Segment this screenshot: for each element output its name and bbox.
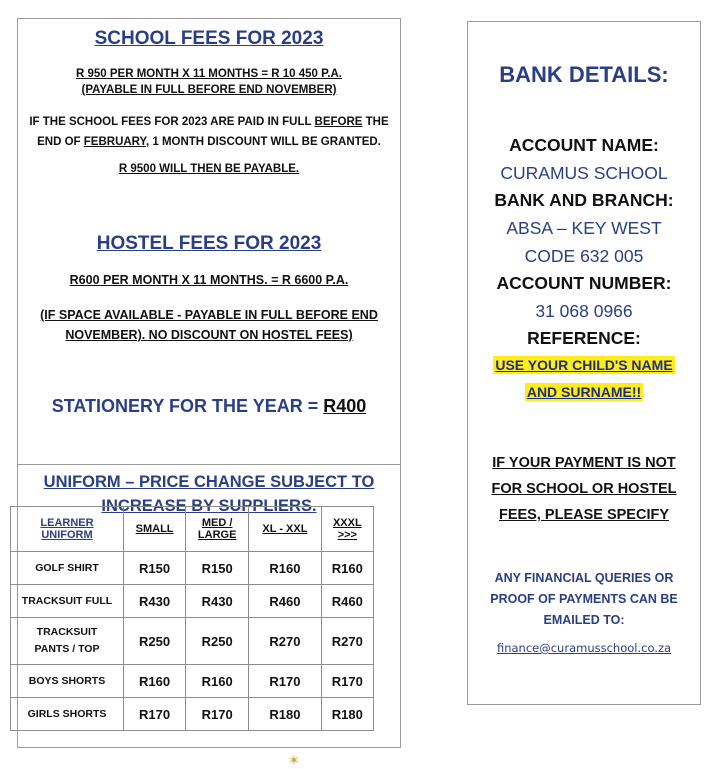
hostel-note-line1: (IF SPACE AVAILABLE - PAYABLE IN FULL BEFORE END bbox=[40, 308, 378, 322]
school-fees-discounted-amount: R 9500 WILL THEN BE PAYABLE. bbox=[118, 163, 300, 175]
item-name-line1: GIRLS SHORTS bbox=[27, 707, 107, 720]
uniform-price-table bbox=[10, 506, 374, 731]
queries-line3: EMAILED TO: bbox=[543, 613, 625, 627]
header-xxxl-line2: >>> bbox=[337, 529, 357, 541]
header-xxxl-line1: XXXL bbox=[332, 517, 362, 529]
stationery-label: STATIONERY FOR THE YEAR = bbox=[51, 396, 324, 416]
item-name-line2: PANTS / TOP bbox=[34, 643, 100, 655]
bank-details-title: BANK DETAILS: bbox=[499, 62, 669, 87]
discount-note-part3: , 1 MONTH DISCOUNT WILL BE GRANTED. bbox=[145, 136, 381, 148]
queries-line1: ANY FINANCIAL QUERIES OR bbox=[494, 571, 674, 585]
price-small: R170 bbox=[124, 698, 186, 731]
price-xxxl: R460 bbox=[321, 585, 373, 618]
stationery-amount: R400 bbox=[323, 396, 367, 416]
reference-line1: USE YOUR CHILD'S NAME bbox=[495, 357, 673, 373]
item-name-line1: GOLF SHIRT bbox=[35, 561, 99, 574]
item-name-line1: BOYS SHORTS bbox=[28, 674, 106, 687]
discount-note-february: FEBRUARY bbox=[83, 136, 146, 148]
price-xxxl: R160 bbox=[321, 552, 373, 585]
finance-email-link[interactable]: finance@curamusschool.co.za bbox=[496, 641, 672, 655]
header-xl-label: XL - XXL bbox=[262, 523, 308, 535]
table-row bbox=[11, 698, 374, 731]
payment-specify-note bbox=[468, 450, 700, 528]
branch-code-value: CODE 632 005 bbox=[524, 246, 644, 266]
queries-line2: PROOF OF PAYMENTS CAN BE bbox=[490, 592, 678, 606]
item-name bbox=[11, 665, 124, 698]
school-logo-icon: ✶ bbox=[288, 752, 300, 768]
header-small-label: SMALL bbox=[135, 523, 174, 535]
header-med-line2: LARGE bbox=[197, 529, 237, 541]
hostel-fees-title: HOSTEL FEES FOR 2023 bbox=[96, 233, 322, 254]
header-med-large bbox=[186, 507, 249, 552]
discount-note-before: BEFORE bbox=[314, 116, 363, 128]
reference-instruction bbox=[468, 352, 700, 406]
item-name-line1: TRACKSUIT bbox=[36, 626, 98, 638]
price-small: R150 bbox=[124, 552, 186, 585]
bank-details-block bbox=[468, 132, 700, 406]
account-name-value: CURAMUS SCHOOL bbox=[500, 163, 668, 183]
school-fees-monthly: R 950 PER MONTH X 11 MONTHS = R 10 450 P.A. bbox=[76, 68, 342, 80]
price-xl: R160 bbox=[249, 552, 322, 585]
price-small: R160 bbox=[124, 665, 186, 698]
header-med-line1: MED / bbox=[201, 517, 233, 529]
price-med: R170 bbox=[186, 698, 249, 731]
header-learner-line1: LEARNER bbox=[40, 517, 94, 529]
specify-line2: FOR SCHOOL OR HOSTEL bbox=[491, 481, 677, 497]
header-xxxl bbox=[321, 507, 373, 552]
school-fees-summary bbox=[18, 66, 400, 98]
price-med: R250 bbox=[186, 618, 249, 665]
table-header-row bbox=[11, 507, 374, 552]
fees-section bbox=[18, 19, 400, 465]
item-name bbox=[11, 585, 124, 618]
bank-details-panel bbox=[467, 21, 701, 705]
price-small: R430 bbox=[124, 585, 186, 618]
price-xxxl: R180 bbox=[321, 698, 373, 731]
account-name-label: ACCOUNT NAME: bbox=[509, 135, 659, 155]
account-number-label: ACCOUNT NUMBER: bbox=[496, 273, 672, 293]
reference-line2: AND SURNAME!! bbox=[526, 384, 642, 400]
header-learner-uniform bbox=[11, 507, 124, 552]
hostel-fees-note bbox=[18, 305, 400, 345]
price-xxxl: R170 bbox=[321, 665, 373, 698]
hostel-note-line2: NOVEMBER). NO DISCOUNT ON HOSTEL FEES) bbox=[65, 328, 353, 342]
table-row bbox=[11, 618, 374, 665]
price-xl: R270 bbox=[249, 618, 322, 665]
price-med: R160 bbox=[186, 665, 249, 698]
price-xxxl: R270 bbox=[321, 618, 373, 665]
item-name bbox=[11, 698, 124, 731]
uniform-title-line1: UNIFORM – PRICE CHANGE SUBJECT TO bbox=[43, 473, 375, 491]
item-name-line1: TRACKSUIT FULL bbox=[21, 594, 113, 607]
uniform-title-line2: INCREASE BY SUPPLIERS. bbox=[101, 497, 317, 515]
bank-branch-value: ABSA – KEY WEST bbox=[506, 218, 662, 238]
discount-note-part2: THE END OF bbox=[37, 116, 389, 148]
stationery-cost bbox=[18, 396, 400, 417]
header-small bbox=[124, 507, 186, 552]
table-row bbox=[11, 552, 374, 585]
reference-label: REFERENCE: bbox=[527, 328, 641, 348]
financial-queries-note bbox=[478, 568, 690, 631]
table-row bbox=[11, 665, 374, 698]
discount-note-part1: IF THE SCHOOL FEES FOR 2023 ARE PAID IN FULL bbox=[29, 116, 315, 128]
hostel-fees-monthly: R600 PER MONTH X 11 MONTHS. = R 6600 P.A. bbox=[69, 273, 349, 287]
school-fees-title: SCHOOL FEES FOR 2023 bbox=[94, 28, 324, 49]
price-xl: R180 bbox=[249, 698, 322, 731]
school-fees-discount-note bbox=[24, 112, 394, 152]
item-name bbox=[11, 618, 124, 665]
account-number-value: 31 068 0966 bbox=[535, 301, 633, 321]
item-name bbox=[11, 552, 124, 585]
price-med: R150 bbox=[186, 552, 249, 585]
bank-branch-label: BANK AND BRANCH: bbox=[494, 190, 674, 210]
price-med: R430 bbox=[186, 585, 249, 618]
header-learner-line2: UNIFORM bbox=[41, 529, 93, 541]
table-row bbox=[11, 585, 374, 618]
header-xl-xxl bbox=[249, 507, 322, 552]
specify-line1: IF YOUR PAYMENT IS NOT bbox=[492, 455, 676, 471]
price-xl: R170 bbox=[249, 665, 322, 698]
price-xl: R460 bbox=[249, 585, 322, 618]
specify-line3: FEES, PLEASE SPECIFY bbox=[498, 507, 669, 523]
school-fees-deadline: (PAYABLE IN FULL BEFORE END NOVEMBER) bbox=[81, 84, 337, 96]
price-small: R250 bbox=[124, 618, 186, 665]
